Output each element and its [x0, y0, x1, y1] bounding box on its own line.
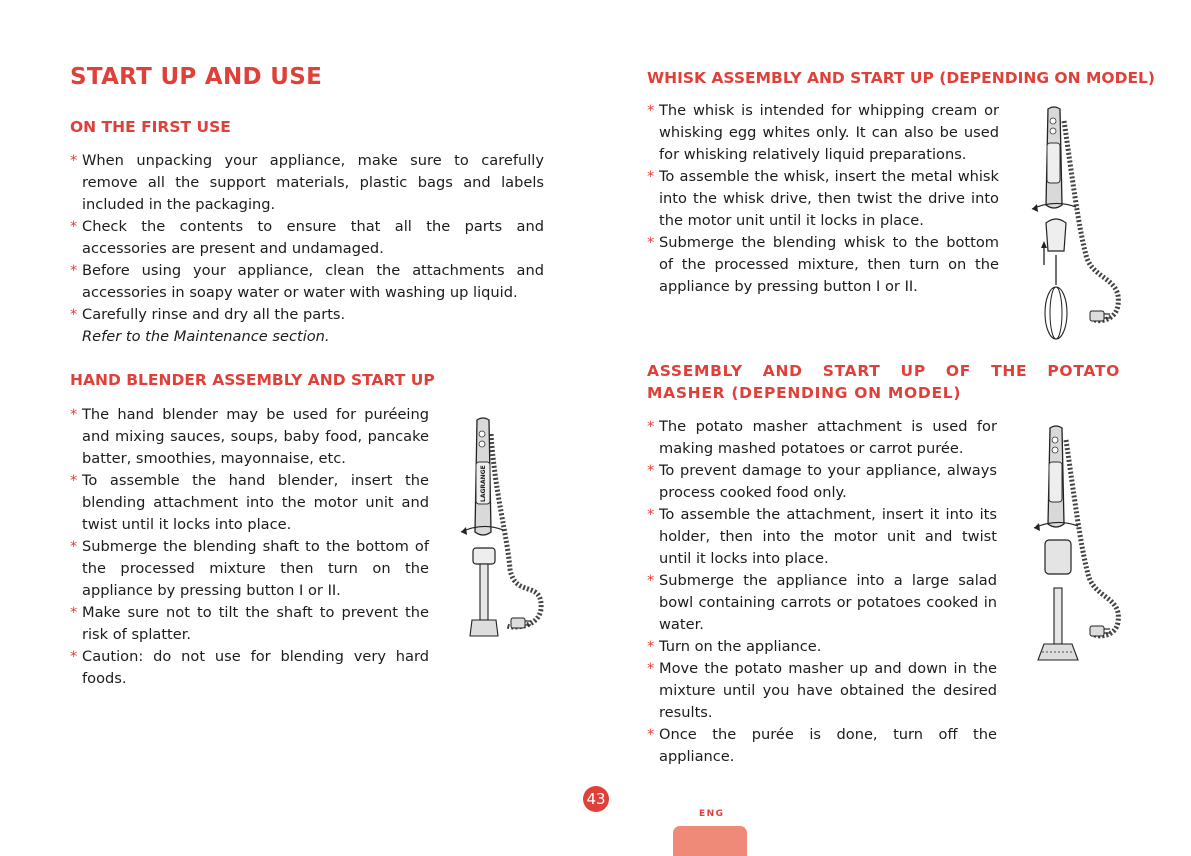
list-item: * Submerge the appliance into a large salad bowl containing carrots or potatoes cooked in water. — [647, 572, 997, 633]
language-tab — [673, 826, 747, 856]
list-item: * To prevent damage to your appliance, always process cooked food only. — [647, 462, 997, 501]
list-item: * Submerge the blending shaft to the bottom of the processed mixture then turn on the appliance by pressing button I or II. — [70, 538, 429, 599]
hand-blender-list — [70, 404, 429, 690]
language-label: ENG — [699, 809, 725, 819]
bullet-star-icon: * — [647, 462, 655, 479]
hand-blender-heading: HAND BLENDER ASSEMBLY AND START UP — [70, 371, 435, 389]
list-item: * Caution: do not use for blending very hard foods. — [70, 648, 429, 687]
page-number: 43 — [583, 786, 609, 812]
bullet-star-icon: * — [70, 406, 78, 423]
list-item: * Once the purée is done, turn off the appliance. — [647, 726, 997, 765]
bullet-star-icon: * — [647, 418, 655, 435]
list-item: * Submerge the blending whisk to the bottom of the processed mixture, then turn on the appliance by pressing button I or II. — [647, 234, 999, 295]
bullet-star-icon: * — [647, 660, 655, 677]
list-item: * Carefully rinse and dry all the parts. Refer to the Maintenance section. — [70, 306, 346, 345]
list-item: * Make sure not to tilt the shaft to prevent the risk of splatter. — [70, 604, 429, 643]
whisk-illustration — [1030, 105, 1125, 343]
masher-list — [647, 416, 997, 768]
brand-label: LAGRANGE — [480, 465, 487, 502]
whisk-list — [647, 100, 999, 298]
bullet-star-icon: * — [70, 152, 78, 169]
bullet-star-icon: * — [70, 306, 78, 323]
list-item: * To assemble the hand blender, insert the blending attachment into the motor unit and twist until it locks into place. — [70, 472, 429, 533]
first-use-heading: ON THE FIRST USE — [70, 118, 231, 136]
bullet-star-icon: * — [70, 262, 78, 279]
bullet-star-icon: * — [70, 604, 78, 621]
list-item: * Turn on the appliance. — [647, 636, 997, 658]
list-item: * When unpacking your appliance, make sure to carefully remove all the support materials, plastic bags and labels included in the packaging. — [70, 152, 544, 213]
whisk-heading: WHISK ASSEMBLY AND START UP (DEPENDING ON MODEL) — [647, 69, 1155, 87]
list-item: * The whisk is intended for whipping cream or whisking egg whites only. It can also be used for whisking relatively liquid preparations. — [647, 102, 999, 163]
list-item: * The potato masher attachment is used for making mashed potatoes or carrot purée. — [647, 418, 997, 457]
list-item: * Before using your appliance, clean the attachments and accessories in soapy water or water with washing up liquid. — [70, 262, 544, 301]
bullet-star-icon: * — [647, 726, 655, 743]
bullet-star-icon: * — [70, 538, 78, 555]
page-title: START UP AND USE — [70, 64, 323, 90]
list-item: * Move the potato masher up and down in the mixture until you have obtained the desired results. — [647, 660, 997, 721]
masher-heading: ASSEMBLY AND START UP OF THE POTATO MASHER (DEPENDING ON MODEL) — [647, 362, 1120, 402]
bullet-star-icon: * — [647, 506, 655, 523]
maintenance-note: Refer to the Maintenance section. — [82, 328, 330, 345]
first-use-list — [70, 150, 544, 348]
list-item: * Check the contents to ensure that all the parts and accessories are present and undamaged. — [70, 218, 544, 257]
list-item: * To assemble the whisk, insert the metal whisk into the whisk drive, then twist the drive into the motor unit until it locks in place. — [647, 168, 999, 229]
bullet-star-icon: * — [647, 572, 655, 589]
hand-blender-illustration — [455, 414, 550, 644]
list-item: * The hand blender may be used for puréeing and mixing sauces, soups, baby food, pancake batter, smoothies, mayonnaise, etc. — [70, 406, 429, 467]
bullet-star-icon: * — [647, 102, 655, 119]
bullet-star-icon: * — [647, 234, 655, 251]
bullet-star-icon: * — [70, 218, 78, 235]
bullet-star-icon: * — [647, 638, 655, 655]
bullet-star-icon: * — [70, 472, 78, 489]
bullet-star-icon: * — [70, 648, 78, 665]
bullet-star-icon: * — [647, 168, 655, 185]
potato-masher-illustration — [1030, 424, 1125, 676]
list-item: * To assemble the attachment, insert it into its holder, then into the motor unit and twist until it locks into place. — [647, 506, 997, 567]
